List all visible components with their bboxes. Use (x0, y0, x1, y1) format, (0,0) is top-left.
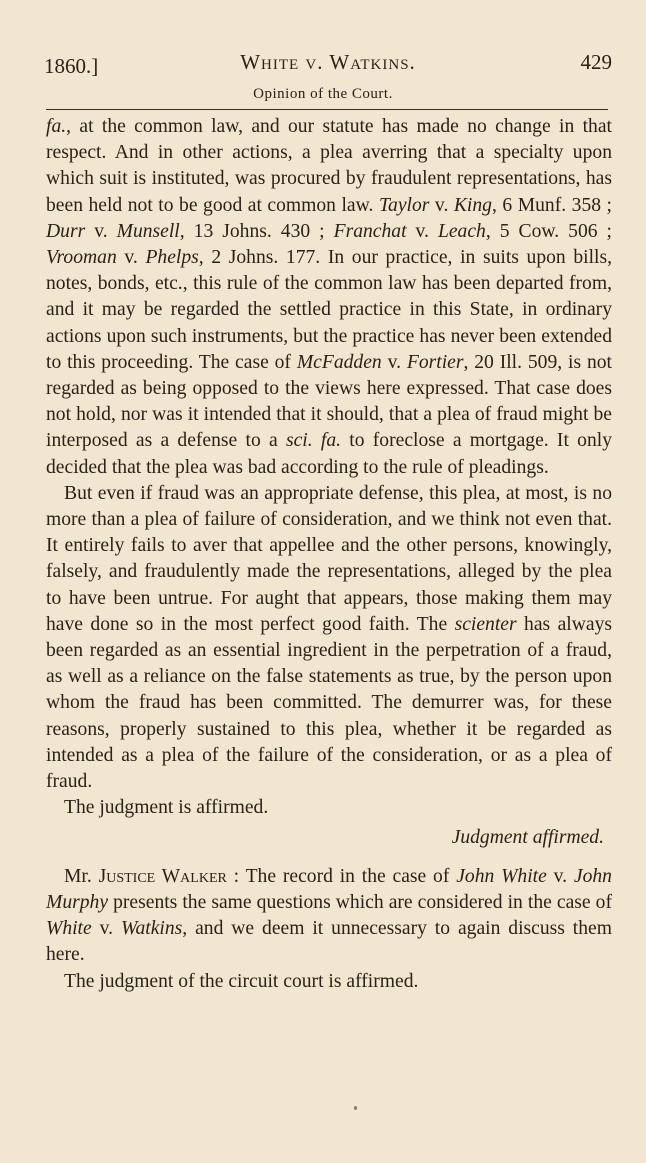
running-head (44, 50, 612, 80)
opinion-subheading: Opinion of the Court. (253, 86, 393, 102)
page-number: 429 (580, 50, 612, 74)
paragraph-fraud-plea-continued: fa., at the common law, and our statute has made no change in that respect. And in other actions, a plea averring that a specialty upon which suit is instituted, was procured by fraudulent representations, has been held not to be good at common law. Taylor v. King, 6 Munf. 358 ; Durr v. Munsell, 13 Johns. 430 ; Franchat v. Leach, 5 Cow. 506 ; Vrooman v. Phelps, 2 Johns. 177. In our practice, in suits upon bills, notes, bonds, etc., this rule of the common law has been departed from, and it may be regarded the settled practice in this State, in ordinary actions upon such instruments, but the practice has never been extended to this proceeding. The case of McFadden v. Fortier, 20 Ill. 509, is not regarded as being opposed to the views here expressed. That case does not hold, nor was it intended that it should, that a plea of fraud might be interposed as a defense to a sci. fa. to foreclose a mortgage. It only decided that the plea was bad according to the rule of pleadings. (46, 116, 612, 478)
running-head-year: 1860.] (44, 54, 99, 78)
judgment-affirmed: Judgment affirmed. (451, 827, 604, 849)
header-rule (46, 109, 608, 110)
running-head-case-title: White v. Watkins. (240, 50, 416, 74)
paragraph-circuit-court-affirmed: The judgment of the circuit court is affirmed. (64, 970, 419, 992)
paragraph-justice-walker: Mr. Justice Walker : The record in the case of John White v. John Murphy presents the same questions which are considered in the case of White v. Watkins, and we deem it unnecessary to again discuss them here. (46, 865, 612, 966)
opinion-body (46, 114, 612, 995)
paper-speck (354, 1106, 357, 1110)
judgment-statement: The judgment is affirmed. (64, 797, 269, 819)
paragraph-failure-of-consideration: But even if fraud was an appropriate defense, this plea, at most, is no more than a plea of failure of consideration, and we think not even that. It entirely fails to aver that appellee and the other persons, knowingly, falsely, and fraudulently made the representations, alleged by the plea to have been untrue. For aught that appears, those making them may have done so in the most perfect good faith. The scienter has always been regarded as an essential ingredient in the perpetration of a fraud, as well as a reliance on the false statements as true, by the person upon whom the fraud has been committed. The demurrer was, for these reasons, properly sustained to this plea, whether it be regarded as intended as a plea of the failure of the consideration, or as a plea of fraud. (46, 482, 612, 793)
